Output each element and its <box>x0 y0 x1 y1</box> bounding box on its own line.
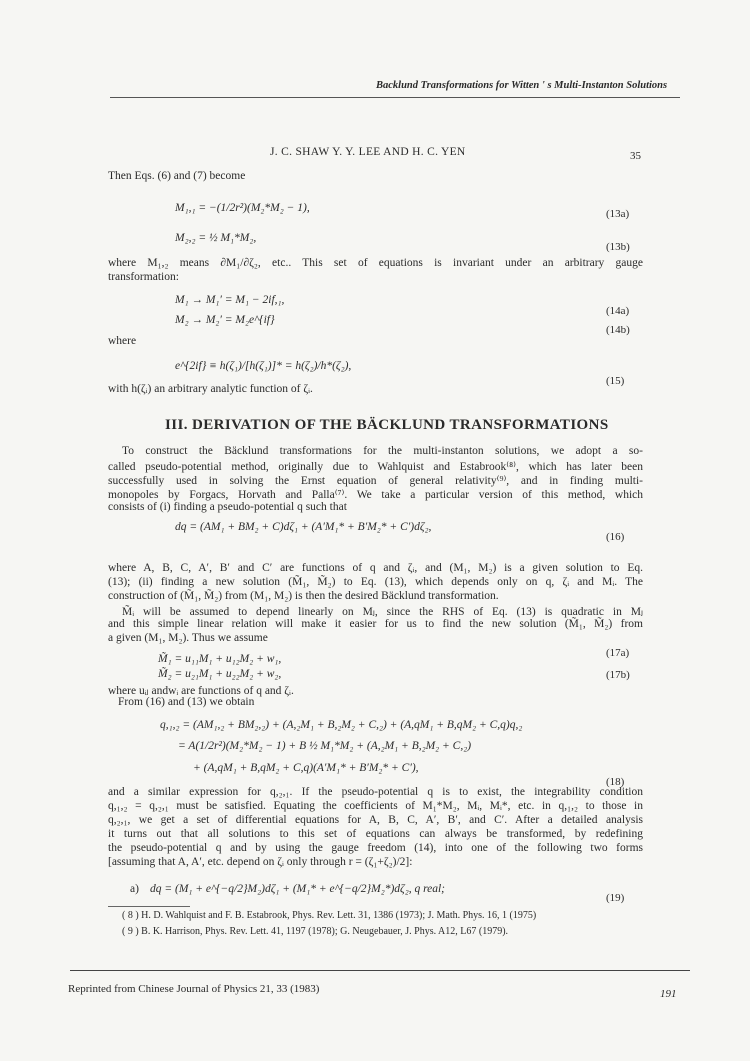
paragraph-line: it turns out that all solutions to this set of equations can always be transformed, by redefining <box>108 828 643 840</box>
paragraph: where <box>108 335 137 347</box>
equation-13b: M₂,₂ = ½ M₁*M₂, <box>175 232 257 244</box>
paragraph: with h(ζᵢ) an arbitrary analytic function of ζᵢ. <box>108 383 313 395</box>
paragraph-line: q,₂,₁, we get a set of differential equations for A, B, C, A′, B′, and C′. After a detailed analysis <box>108 814 643 826</box>
equation-16: dq = (AM₁ + BM₂ + C)dζ₁ + (A′M₁* + B′M₂* + C′)dζ₂, <box>175 521 432 533</box>
equation-number: (16) <box>606 531 625 543</box>
paragraph-line: M̃ᵢ will be assumed to depend linearly on Mⱼ, since the RHS of Eq. (13) is quadratic in Mⱼ <box>122 606 643 618</box>
equation-18-line: + (A,qM₁ + B,qM₂ + C,q)(A′M₁* + B′M₂* + C′), <box>193 762 419 774</box>
equation-number: (14a) <box>606 305 630 317</box>
section-heading: III. DERIVATION OF THE BÄCKLUND TRANSFORMATIONS <box>165 417 609 433</box>
paragraph-line: construction of (M̃₁, M̃₂) from (M₁, M₂) is then the desired Bäcklund transformation. <box>108 590 499 602</box>
paragraph-line: consists of (i) finding a pseudo-potential q such that <box>108 501 347 513</box>
paragraph-line: and this simple linear relation will make it easier for us to find the new solution (M̃₁, M̃₂) from <box>108 618 643 630</box>
authors-header: J. C. SHAW Y. Y. LEE AND H. C. YEN <box>270 146 466 158</box>
paragraph-line: called pseudo-potential method, originally due to Wahlquist and Estabrook⁽⁸⁾, which has later been <box>108 461 643 473</box>
equation-15: e^{2if} ≡ h(ζ₁)/[h(ζ₁)]* = h(ζ₂)/h*(ζ₂), <box>175 360 352 372</box>
paragraph-line: successfully used in solving the Ernst equation of general relativity⁽⁹⁾, and in finding multi- <box>108 475 643 487</box>
footer-rule <box>70 970 690 971</box>
paragraph: where uᵢⱼ andwᵢ are functions of q and ζᵢ. <box>108 685 294 697</box>
equation-number: (17b) <box>606 669 630 681</box>
equation-number: (13a) <box>606 208 630 220</box>
paragraph-line: q,₁,₂ = q,₂,₁ must be satisfied. Equating the coefficients of M₁*M₂, Mᵢ, Mᵢ*, etc. in q,₁,₂ to those in <box>108 800 643 812</box>
paragraph-line: a given (M₁, M₂). Thus we assume <box>108 632 268 644</box>
case-label: a) <box>130 883 139 895</box>
paragraph: From (16) and (13) we obtain <box>118 696 255 708</box>
journal-page-number: 35 <box>630 150 641 162</box>
equation-14b: M₂ → M₂′ = M₂e^{if} <box>175 314 275 326</box>
paragraph: transformation: <box>108 271 179 283</box>
equation-number: (17a) <box>606 647 630 659</box>
equation-17a: M̃₁ = u₁₁M₁ + u₁₂M₂ + w₁, <box>158 653 282 665</box>
equation-13a: M₁,₁ = −(1/2r²)(M₂*M₂ − 1), <box>175 202 310 214</box>
paragraph-line: [assuming that A, A′, etc. depend on ζᵢ only through r = (ζ₁+ζ₂)/2]: <box>108 856 413 868</box>
page-folio: 191 <box>660 988 677 1000</box>
footnote: ( 9 ) B. K. Harrison, Phys. Rev. Lett. 41, 1197 (1978); G. Neugebauer, J. Phys. A12, L67 (1979). <box>122 926 509 937</box>
equation-number: (14b) <box>606 324 630 336</box>
paragraph: where M₁,₂ means ∂M₁/∂ζ₂, etc.. This set of equations is invariant under an arbitrary gauge <box>108 257 643 269</box>
reprint-note: Reprinted from Chinese Journal of Physics 21, 33 (1983) <box>68 983 320 995</box>
paragraph-line: To construct the Bäcklund transformations for the multi-instanton solutions, we adopt a so- <box>122 445 643 457</box>
equation-19: dq = (M₁ + e^{−q/2}M₂)dζ₁ + (M₁* + e^{−q/2}M₂*)dζ₂, q real; <box>150 883 445 895</box>
equation-number: (19) <box>606 892 625 904</box>
equation-18-line: q,₁,₂ = (AM₁,₂ + BM₂,₂) + (A,₂M₁ + B,₂M₂ + C,₂) + (A,qM₁ + B,qM₂ + C,q)q,₂ <box>160 719 523 731</box>
header-rule <box>110 97 680 98</box>
footnote-rule <box>108 906 190 907</box>
paragraph: Then Eqs. (6) and (7) become <box>108 170 246 182</box>
equation-number: (18) <box>606 776 625 788</box>
equation-14a: M₁ → M₁′ = M₁ − 2if,₁, <box>175 294 285 306</box>
footnote: ( 8 ) H. D. Wahlquist and F. B. Estabrook, Phys. Rev. Lett. 31, 1386 (1973); J. Math. Phys. 16, 1 (1975) <box>122 910 537 921</box>
equation-number: (13b) <box>606 241 630 253</box>
paragraph-line: where A, B, C, A′, B′ and C′ are functions of q and ζᵢ, and (M₁, M₂) is a given solution to Eq. <box>108 562 643 574</box>
equation-number: (15) <box>606 375 625 387</box>
running-head: Backlund Transformations for Witten ' s Multi-Instanton Solutions <box>376 80 668 91</box>
paragraph-line: the pseudo-potential q and by using the gauge freedom (14), into one of the following two forms <box>108 842 643 854</box>
equation-17b: M̃₂ = u₂₁M₁ + u₂₂M₂ + w₂, <box>158 668 282 680</box>
paragraph-line: monopoles by Forgacs, Horvath and Palla⁽⁷⁾. We take a particular version of this method, which <box>108 489 643 501</box>
paragraph-line: (13); (ii) finding a new solution (M̃₁, M̃₂) to Eq. (13), which depends only on q, ζᵢ and Mᵢ. The <box>108 576 643 588</box>
equation-18-line: = A(1/2r²)(M₂*M₂ − 1) + B ½ M₁*M₂ + (A,₂M₁ + B,₂M₂ + C,₂) <box>178 740 472 752</box>
paragraph-line: and a similar expression for q,₂,₁. If the pseudo-potential q is to exist, the integrability condition <box>108 786 643 798</box>
